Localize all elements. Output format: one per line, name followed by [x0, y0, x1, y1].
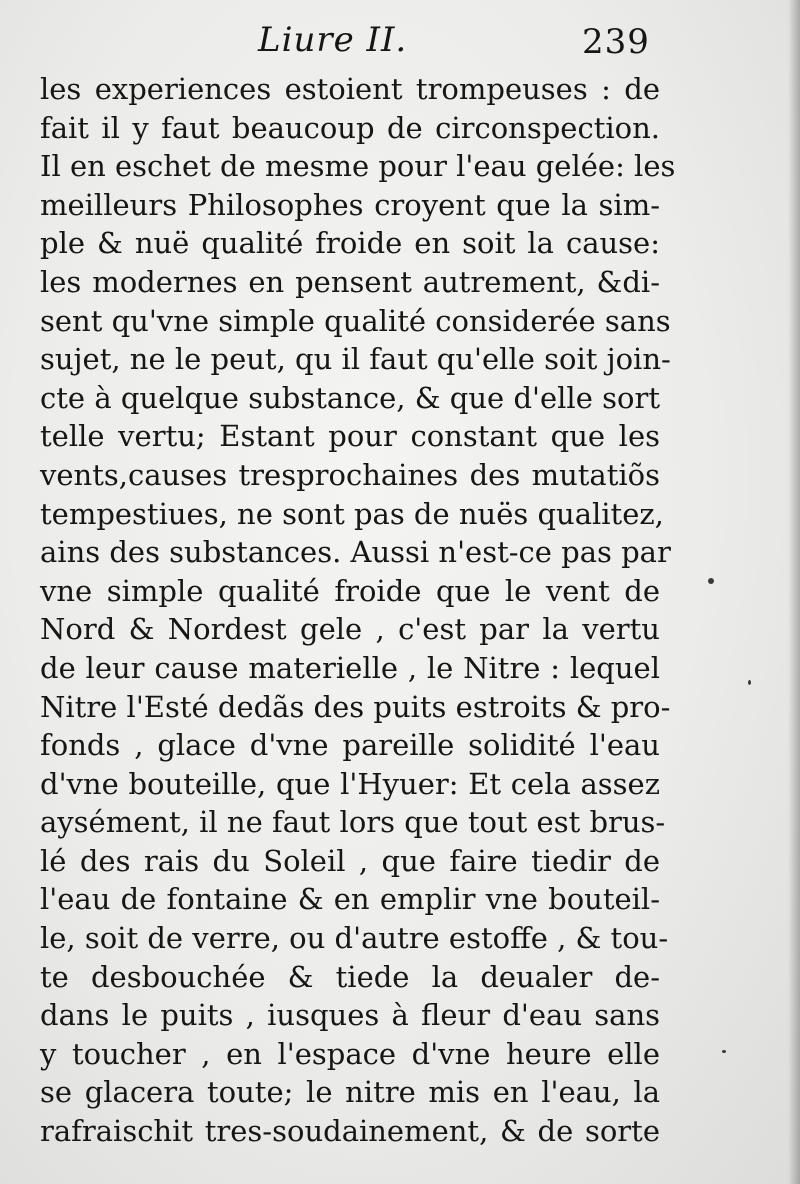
text-line: y toucher , en l'espace d'vne heure elle: [40, 1036, 660, 1071]
ink-speck: [708, 578, 714, 584]
text-line: sent qu'vne simple qualité considerée sans: [40, 303, 671, 338]
text-line: fait il y faut beaucoup de circonspection.: [40, 110, 660, 145]
text-line: Il en eschet de mesme pour l'eau gelée: les: [40, 149, 676, 184]
text-line: dans le puits , iusques à fleur d'eau sans: [40, 998, 660, 1033]
text-line: telle vertu; Estant pour constant que les: [40, 419, 660, 454]
text-line: rafraischit tres-soudainement, & de sorte: [40, 1114, 660, 1149]
text-line: Nord & Nordest gele , c'est par la vertu: [40, 612, 660, 647]
text-line: aysément, il ne faut lors que tout est brus-: [40, 805, 666, 840]
text-line: se glacera toute; le nitre mis en l'eau, la: [40, 1075, 660, 1110]
running-title: Liure II.: [258, 20, 408, 60]
body-text: [40, 70, 676, 1151]
text-line: ains des substances. Aussi n'est-ce pas par: [40, 535, 671, 570]
text-line: meilleurs Philosophes croyent que la sim-: [40, 187, 660, 222]
ink-speck: [748, 680, 751, 685]
text-line: le, soit de verre, ou d'autre estoffe , & tou-: [40, 921, 669, 956]
text-line: les modernes en pensent autrement, &di-: [40, 264, 660, 299]
text-line: d'vne bouteille, que l'Hyuer: Et cela assez: [40, 766, 660, 801]
text-line: vne simple qualité froide que le vent de: [40, 573, 660, 608]
text-line: vents,causes tresprochaines des mutatiõs: [40, 457, 660, 492]
page-header: [0, 14, 800, 74]
text-line: tempestiues, ne sont pas de nuës qualitez,: [40, 496, 664, 531]
text-line: fonds , glace d'vne pareille solidité l'eau: [40, 728, 660, 763]
text-line: les experiences estoient trompeuses : de: [40, 72, 660, 106]
ink-speck: [722, 1050, 726, 1053]
text-line: te desbouchée & tiede la deualer de-: [40, 959, 660, 994]
text-line: Nitre l'Esté dedãs des puits estroits & pro-: [40, 689, 671, 724]
text-line: cte à quelque substance, & que d'elle sort: [40, 380, 660, 415]
page-number: 239: [582, 22, 650, 62]
text-line: l'eau de fontaine & en emplir vne bouteil-: [40, 882, 660, 917]
text-line: sujet, ne le peut, qu il faut qu'elle soit join-: [40, 342, 671, 377]
page-edge-shadow: [788, 0, 800, 1184]
text-line: de leur cause materielle , le Nitre : lequel: [40, 650, 660, 685]
text-line: ple & nuë qualité froide en soit la cause:: [40, 226, 660, 261]
text-line: lé des rais du Soleil , que faire tiedir de: [40, 843, 660, 878]
